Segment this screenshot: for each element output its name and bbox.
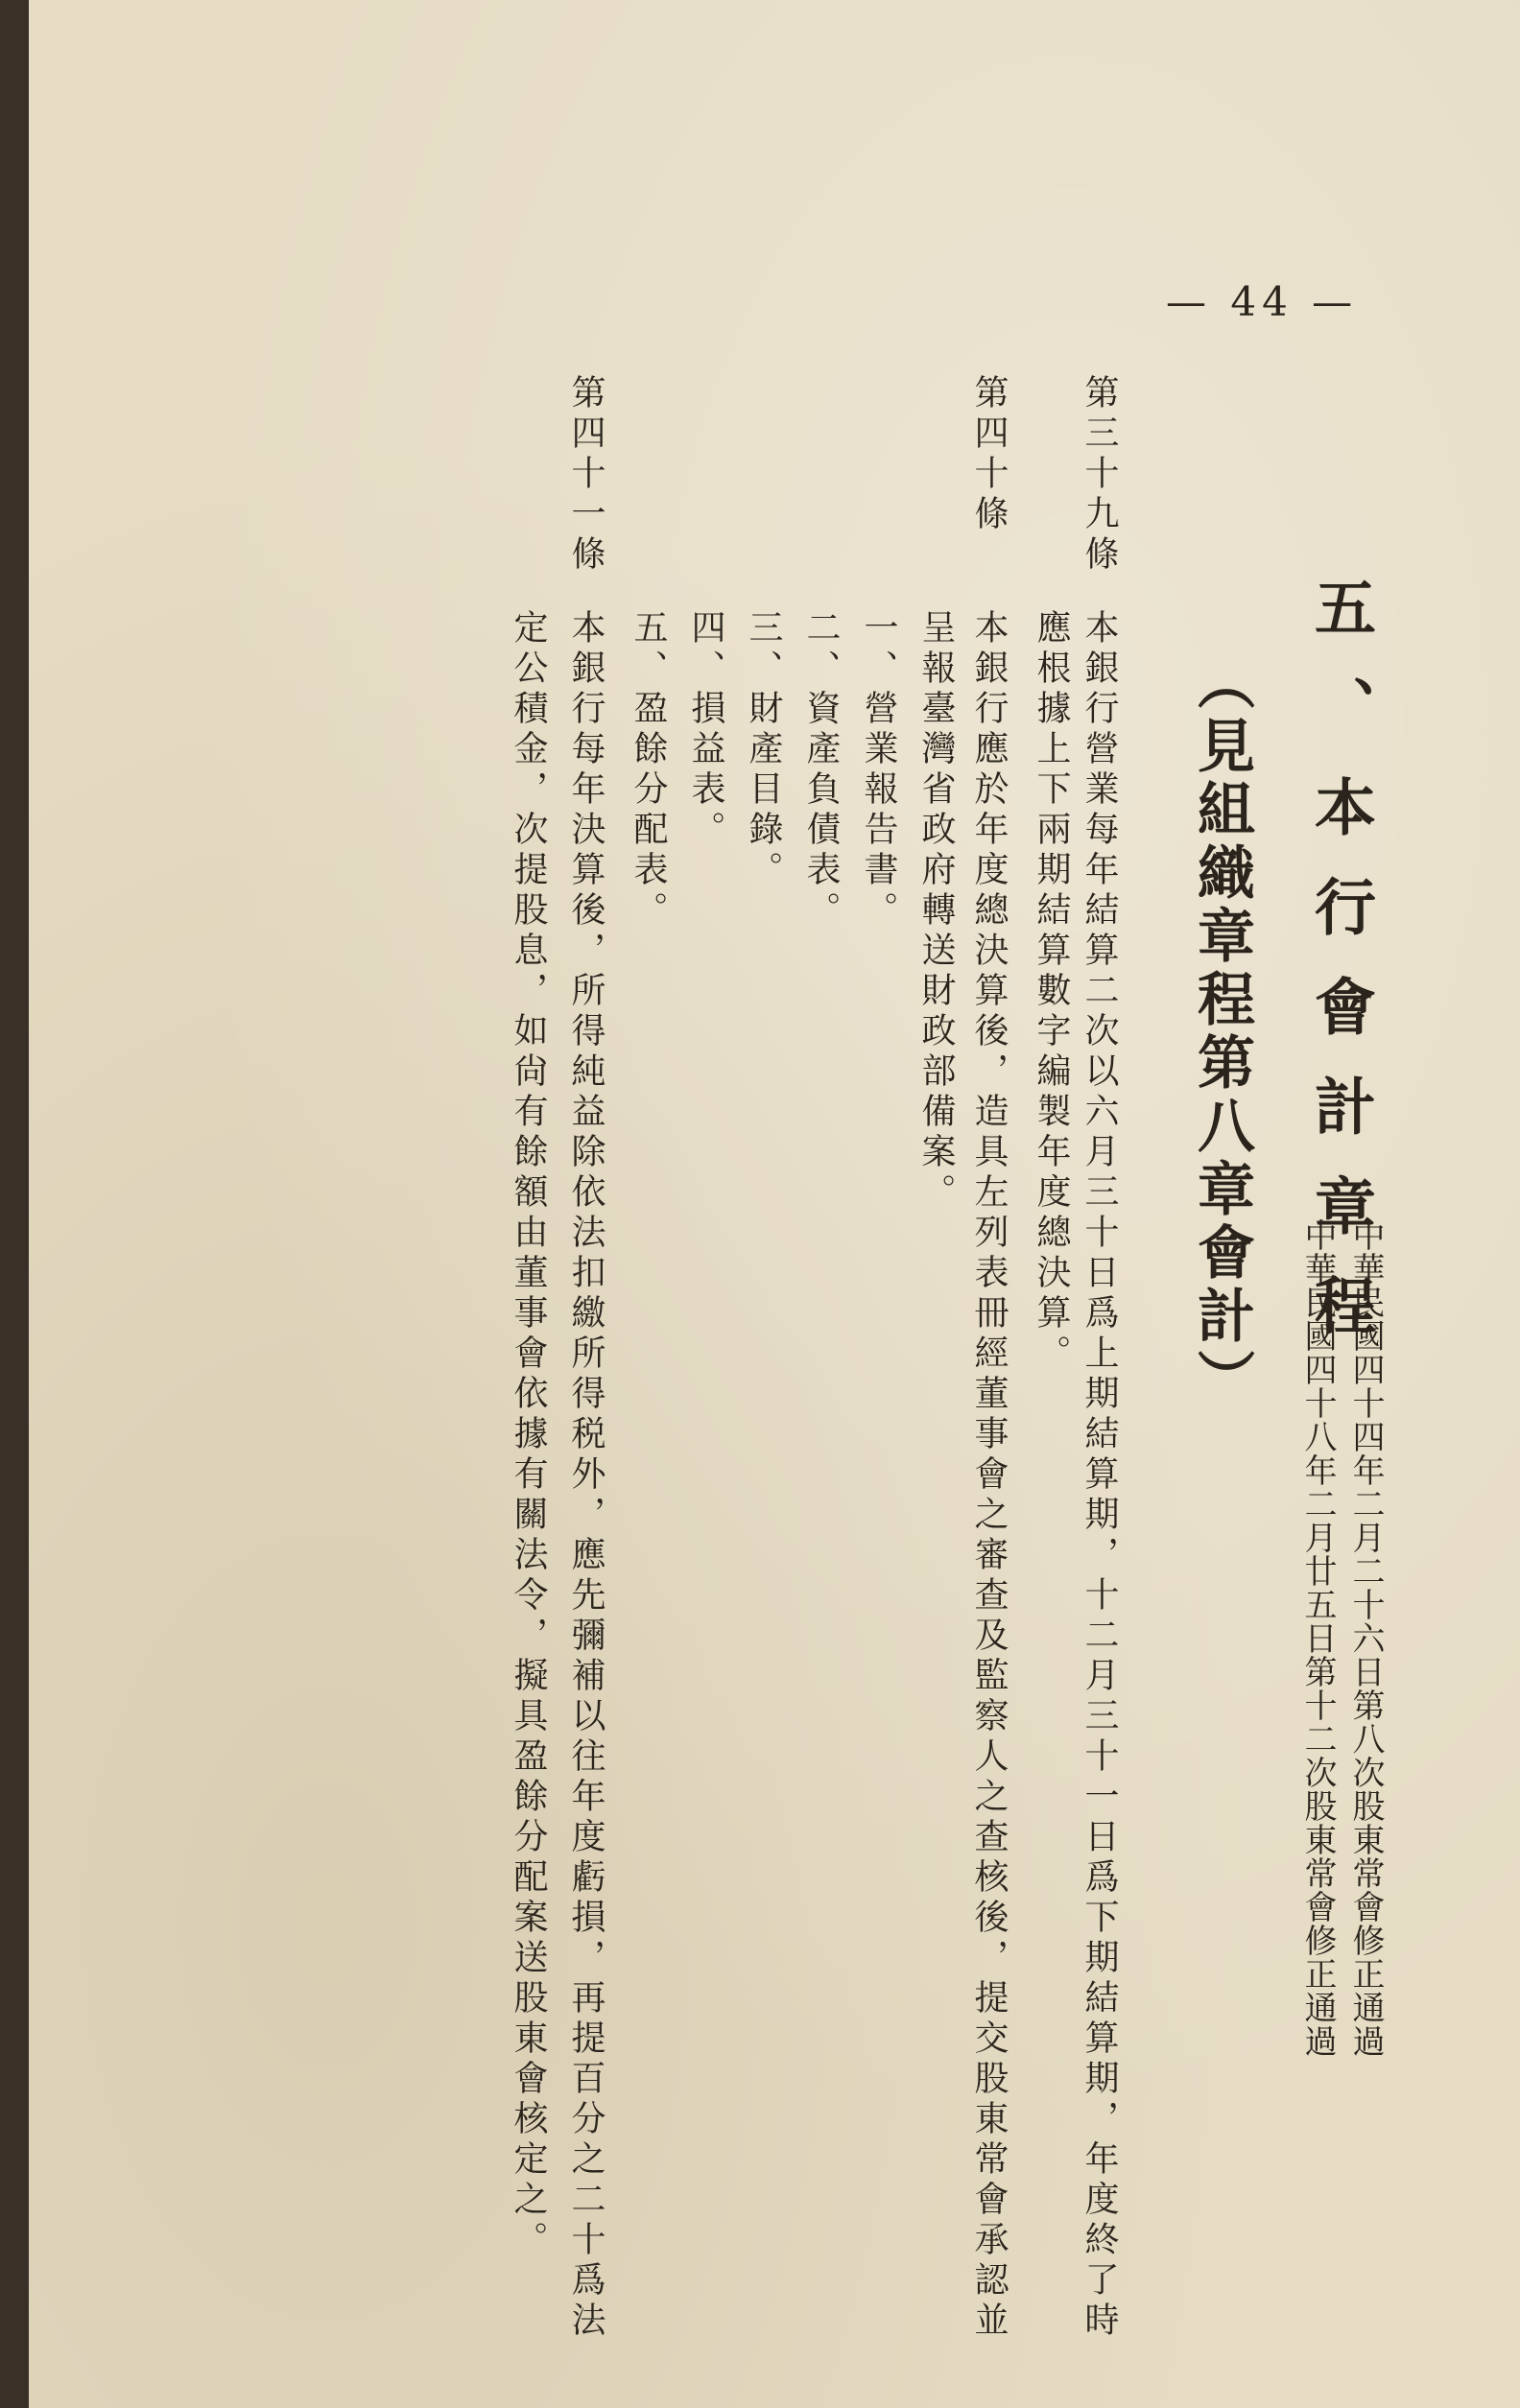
amendment-note-2: 中華民國四十八年二月廿五日第十二次股東常會修正通過 — [1298, 1218, 1337, 2058]
article-40-item-1: 一、營業報告書。 — [859, 609, 898, 932]
article-40-item-3: 三、財產目錄。 — [744, 609, 783, 891]
article-40-item-5: 五、盈餘分配表。 — [629, 609, 668, 932]
section-title: 五、本行會計章程 — [1304, 576, 1376, 1374]
show-through-text — [1401, 365, 1448, 405]
article-40-line-1: 本銀行應於年度總決算後，造具左列表冊經董事會之審查及監察人之查核後，提交股東常會承認並 — [969, 609, 1009, 2342]
page-number: — 44 — — [1166, 278, 1359, 325]
subtitle: （見組織章程第八章會計） — [1188, 652, 1255, 1412]
article-39-line-1: 本銀行營業每年結算二次以六月三十日爲上期結算期，十二月三十一日爲下期結算期，年度終了時 — [1080, 609, 1119, 2342]
article-40-label: 第四十條 — [969, 374, 1009, 535]
article-40-item-2: 二、資產負債表。 — [801, 609, 841, 932]
article-40-line-2: 呈報臺灣省政府轉送財政部備案。 — [916, 609, 956, 1214]
document-page — [29, 0, 1520, 2408]
article-41-line-1: 本銀行每年決算後，所得純益除依法扣繳所得税外，應先彌補以往年度虧損，再提百分之二十爲法 — [566, 609, 606, 2342]
article-41-label: 第四十一條 — [566, 374, 606, 576]
article-40-item-4: 四、損益表。 — [686, 609, 725, 851]
amendment-note-1: 中華民國四十四年二月二十六日第八次股東常會修正通過 — [1346, 1218, 1385, 2058]
article-39-label: 第三十九條 — [1080, 374, 1119, 576]
article-39-line-2: 應根據上下兩期結算數字編製年度總決算。 — [1032, 609, 1071, 1375]
article-41-line-2: 定公積金，次提股息，如尙有餘額由董事會依據有關法令，擬具盈餘分配案送股東會核定之。 — [509, 609, 548, 2261]
